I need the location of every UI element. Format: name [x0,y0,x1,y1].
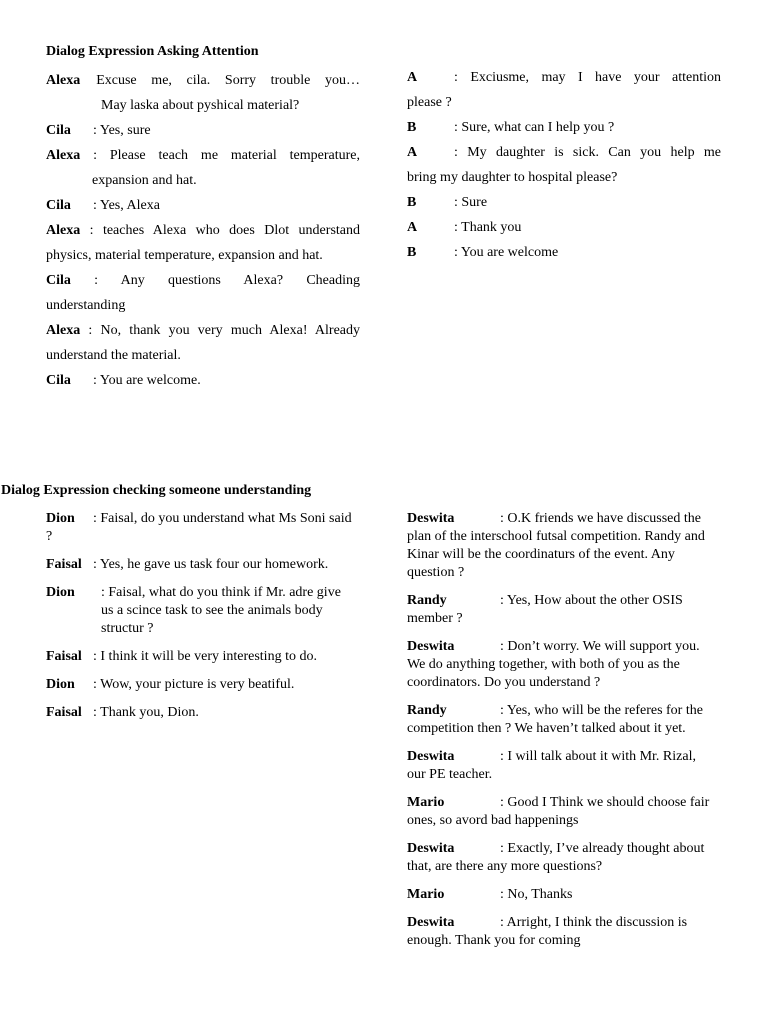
dialog-line: Yes, sure [99,123,151,138]
dialog-turn [407,840,717,876]
speaker-name: Deswita [407,639,455,654]
dialog-turn [407,702,717,738]
dialog-turn [407,638,717,692]
speaker-name: Alexa [46,73,81,88]
section2-title: Dialog Expression checking someone understanding [1,483,312,498]
dialog-turn [407,115,721,140]
dialog-line: Yes, Alexa [99,198,160,213]
speaker-name: Randy [407,593,447,608]
dialog-turn [46,704,360,722]
dialog-line: Please teach me material temperature, [109,148,360,163]
dialog-line: understand the material. [46,348,181,363]
speaker-name: A [407,70,418,85]
dialog-turn: Cila : Yes, sure [46,118,360,143]
dialog-turn: Cila : You are welcome. [46,368,360,393]
dialog-line: : I will talk about it with Mr. Rizal, our PE teacher. [407,749,696,782]
dialog-line: : Thank you, Dion. [93,705,199,720]
dialog-turn [46,510,360,546]
speaker-name: Randy [407,703,447,718]
dialog-line: : O.K friends we have discussed the plan of the interschool futsal competition. Randy and Kinar will be the coordinaturs of the event. Any question ? [407,511,705,580]
section1-right-dialog [407,65,721,265]
dialog-turn [407,215,721,240]
dialog-line: : Wow, your picture is very beatiful. [93,677,295,692]
speaker-name: Mario [407,795,445,810]
dialog-line: : You are welcome [454,245,559,260]
speaker-name: Alexa [46,323,81,338]
speaker-name: Deswita [407,841,455,856]
dialog-line: Any questions Alexa? Cheading [120,273,360,288]
dialog-turn: Alexa : No, thank you very much Alexa! Already understand the material. [46,318,360,368]
dialog-line: : Exactly, I’ve already thought about that, are there any more questions? [407,841,705,874]
speaker-name: B [407,120,417,135]
speaker-name: B [407,245,417,260]
section2-right-dialog [407,510,717,960]
speaker-name: Deswita [407,511,455,526]
dialog-line: : My daughter is sick. Can you help me [454,145,721,160]
dialog-line: You are welcome. [99,373,201,388]
speaker-name: Cila [46,198,71,213]
dialog-line: please ? [407,95,452,110]
speaker-name: A [407,220,418,235]
dialog-line: bring my daughter to hospital please? [407,170,618,185]
speaker-name: A [407,145,418,160]
dialog-line: expansion and hat. [92,173,197,188]
dialog-turn [46,676,360,694]
section2-left-dialog [46,510,360,732]
speaker-name: Alexa [46,148,81,163]
speaker-name: Deswita [407,749,455,764]
dialog-turn: Alexa : Please teach me material temperature, expansion and hat. [46,143,360,193]
speaker-name: Faisal [46,557,82,572]
dialog-line: : Yes, he gave us task four our homework. [93,557,329,572]
dialog-line: No, thank you very much Alexa! Already [100,323,360,338]
dialog-line: : Sure [454,195,488,210]
speaker-name: Deswita [407,915,455,930]
dialog-line: : Faisal, do you understand what Ms Soni said ? [46,511,352,544]
dialog-turn [407,240,721,265]
dialog-turn [407,748,717,784]
dialog-turn [407,65,721,115]
dialog-turn: Cila : Any questions Alexa? Cheading understanding [46,268,360,318]
dialog-turn: Cila : Yes, Alexa [46,193,360,218]
speaker-name: Alexa [46,223,81,238]
dialog-line: : Good I Think we should choose fair ones, so avord bad happenings [407,795,710,828]
speaker-name: Faisal [46,705,82,720]
speaker-name: Dion [46,511,75,526]
dialog-turn [407,794,717,830]
dialog-line: : Sure, what can I help you ? [454,120,615,135]
dialog-line: : Don’t worry. We will support you. We do anything together, with both of you as the coordinators. Do you understand ? [407,639,700,690]
dialog-turn [46,584,360,638]
dialog-turn [46,648,360,666]
dialog-line: teaches Alexa who does Dlot understand [102,223,360,238]
dialog-line: : I think it will be very interesting to do. [93,649,317,664]
section1-title: Dialog Expression Asking Attention [46,44,259,59]
dialog-line: physics, material temperature, expansion and hat. [46,248,323,263]
speaker-name: Cila [46,273,71,288]
dialog-turn [46,68,360,118]
dialog-line: : Arright, I think the discussion is enough. Thank you for coming [407,915,688,948]
dialog-turn [407,140,721,190]
dialog-line: : Yes, who will be the referes for the competition then ? We haven’t talked about it yet. [407,703,703,736]
speaker-name: Cila [46,123,71,138]
dialog-turn [407,886,717,904]
speaker-name: Mario [407,887,445,902]
dialog-line: Excuse me, cila. Sorry trouble you… [96,73,360,88]
dialog-line: : Thank you [454,220,522,235]
section1-left-dialog [46,68,360,393]
dialog-turn [407,914,717,950]
dialog-line: : Exciusme, may I have your attention [454,70,721,85]
dialog-turn: Alexa : teaches Alexa who does Dlot understand physics, material temperature, expansion and hat. [46,218,360,268]
dialog-line: : Faisal, what do you think if Mr. adre give us a scince task to see the animals body structur ? [101,585,341,636]
speaker-name: Faisal [46,649,82,664]
dialog-turn [407,510,717,582]
speaker-name: Cila [46,373,71,388]
dialog-line: : Yes, How about the other OSIS member ? [407,593,683,626]
dialog-turn [407,592,717,628]
dialog-turn [407,190,721,215]
dialog-line: May laska about pyshical material? [101,98,300,113]
dialog-line: understanding [46,298,126,313]
speaker-name: B [407,195,417,210]
speaker-name: Dion [46,585,75,600]
speaker-name: Dion [46,677,75,692]
dialog-turn [46,556,360,574]
dialog-line: : No, Thanks [500,887,573,902]
